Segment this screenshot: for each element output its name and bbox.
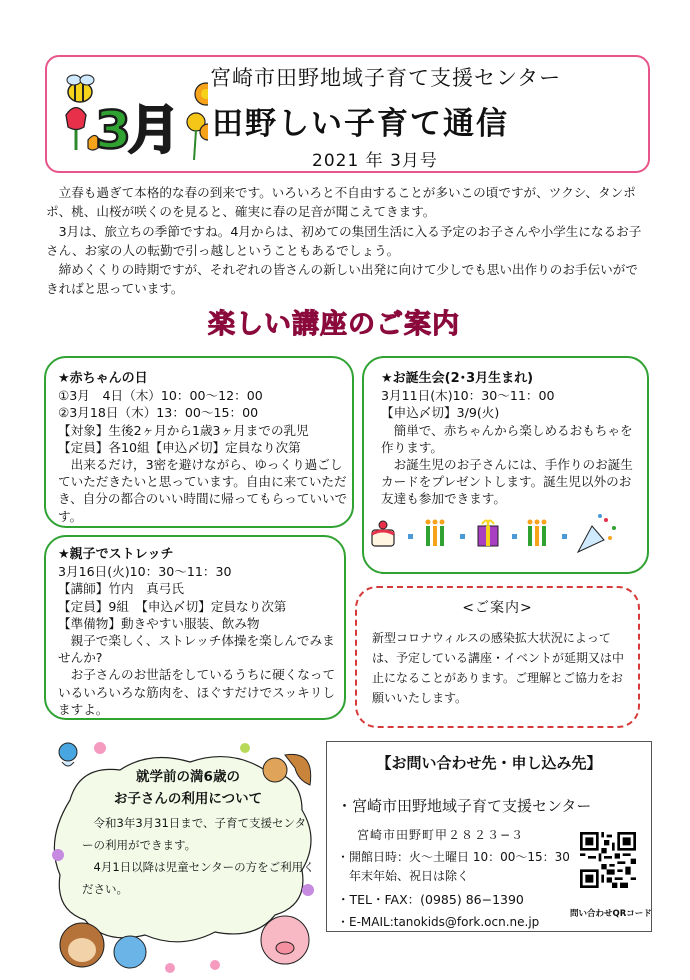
preschool-body-2: 4月1日以降は児童センターの方をご利用ください。 (82, 860, 315, 896)
preschool-body (82, 812, 317, 900)
intro-paragraph: 立春も過ぎて本格的な春の到来です。いろいろと不自由することが多いこの頃ですが、ツクシ、タンポポ、桃、山桜が咲くのを見ると、確実に春の足音が聞こえてきます。 (46, 185, 636, 220)
preschool-title-line-1: 就学前の満6歳の (136, 769, 240, 785)
cake-icon (372, 521, 394, 546)
elephant-icon (114, 936, 146, 968)
candles-icon (426, 520, 445, 547)
section-title: 楽しい講座のご案内 (208, 309, 460, 340)
preschool-title (78, 766, 298, 810)
stretch-content (58, 546, 343, 718)
newsletter-title: 田野しい子育て通信 (212, 106, 509, 142)
stretch-title: ★親子でストレッチ (58, 547, 174, 562)
contact-hours-line-2: 年末年始、祝日は除く (337, 869, 470, 883)
notice-body: 新型コロナウィルスの感染拡大状況によっては、予定している講座・イベントが延期又は中止になることがあります。ご理解とご協力をお願いいたします。 (372, 631, 625, 705)
notice-title: <ご案内> (462, 600, 533, 616)
stretch-body-1: 親子で楽しく、ストレッチ体操を楽しんでみませんか? (58, 633, 335, 666)
stretch-body-2: お子さんのお世話をしているうちに硬くなっているいろいろな筋肉を、ほぐすだけでスッキリしますよ。 (58, 667, 336, 717)
dandelion-icon (187, 83, 208, 160)
contact-title: 【お問い合わせ先・申し込み先】 (376, 754, 602, 772)
gift-icon (478, 520, 498, 546)
candles-icon (528, 520, 547, 547)
contact-hours (337, 848, 570, 886)
contact-email[interactable]: ・E-MAIL:tanokids@fork.ocn.ne.jp (337, 915, 540, 929)
birthday-body-1: 簡単で、赤ちゃんから楽しめるおもちゃを作ります。 (381, 422, 633, 455)
stretch-instructor: 【講師】竹内 真弓氏 (58, 581, 184, 597)
month-badge: 3月 (95, 101, 178, 161)
baby-day-body: 出来るだけ，3密を避けながら、ゆっくり過ごしていただきたいと思っています。自由に来ていただき、自分の都合のいい時間に帰ってもらっていいです。 (58, 457, 348, 524)
birthday-deadline: 【申込〆切】3/9(火) (381, 405, 500, 421)
intro-text (46, 183, 646, 299)
monkey-icon (60, 923, 104, 967)
baby-day-content (58, 370, 348, 525)
baby-day-date-2: ②3月18日（木）13：00〜15：00 (58, 405, 259, 421)
intro-paragraph: 締めくくりの時期ですが、それぞれの皆さんの新しい出発に向けて少しでも思い出作りのお手伝いができればと思っています。 (46, 262, 638, 297)
birthday-body-2: お誕生児のお子さんには、手作りのお誕生カードをプレゼントします。誕生児以外のお友達も参加できます。 (381, 457, 633, 507)
stretch-capacity: 【定員】9組 【申込〆切】定員なり次第 (58, 598, 287, 614)
center-name: 宮崎市田野地域子育て支援センター (210, 66, 562, 90)
stretch-items: 【準備物】動きやすい服装、飲み物 (58, 615, 260, 631)
qr-code-icon[interactable] (580, 832, 636, 888)
preschool-body-1: 令和3年3月31日まで、子育て支援センターの利用ができます。 (82, 816, 307, 852)
contact-tel: ・TEL・FAX：(0985) 86−1390 (337, 892, 524, 907)
baby-day-capacity: 【定員】各10組【申込〆切】定員なり次第 (58, 439, 301, 455)
party-popper-icon (578, 514, 616, 552)
baby-day-target: 【対象】生後2ヶ月から1歳3ヶ月までの乳児 (58, 422, 309, 438)
birthday-title: ★お誕生会(2･3月生まれ) (381, 371, 534, 386)
bird-icon (59, 743, 77, 766)
contact-address: 宮崎市田野町甲２８２３−３ (357, 828, 525, 842)
baby-day-title: ★赤ちゃんの日 (58, 371, 148, 386)
contact-name: ・宮崎市田野地域子育て支援センター (337, 797, 592, 815)
qr-caption: 問い合わせQRコード (570, 909, 652, 919)
bee-icon (67, 75, 94, 102)
issue-date: 2021 年 3月号 (312, 151, 438, 171)
birthday-content (381, 370, 641, 508)
baby-day-date-1: ①3月 4日（木）10：00〜12：00 (58, 388, 263, 404)
contact-hours-line-1: ・開館日時：火〜土曜日 10：00〜15：30 (337, 850, 570, 864)
pig-icon (261, 916, 309, 964)
stretch-date: 3月16日(火)10：30〜11：30 (58, 564, 232, 580)
birthday-date: 3月11日(木)10：30〜11：00 (381, 388, 555, 404)
intro-paragraph: 3月は、旅立ちの季節ですね。4月からは、初めての集団生活に入る予定のお子さんや小学生になるお子さん、お家の人の転勤で引っ越しということもあるでしょう。 (46, 223, 642, 258)
preschool-title-line-2: お子さんの利用について (113, 791, 263, 807)
birthday-illustration (370, 512, 640, 556)
